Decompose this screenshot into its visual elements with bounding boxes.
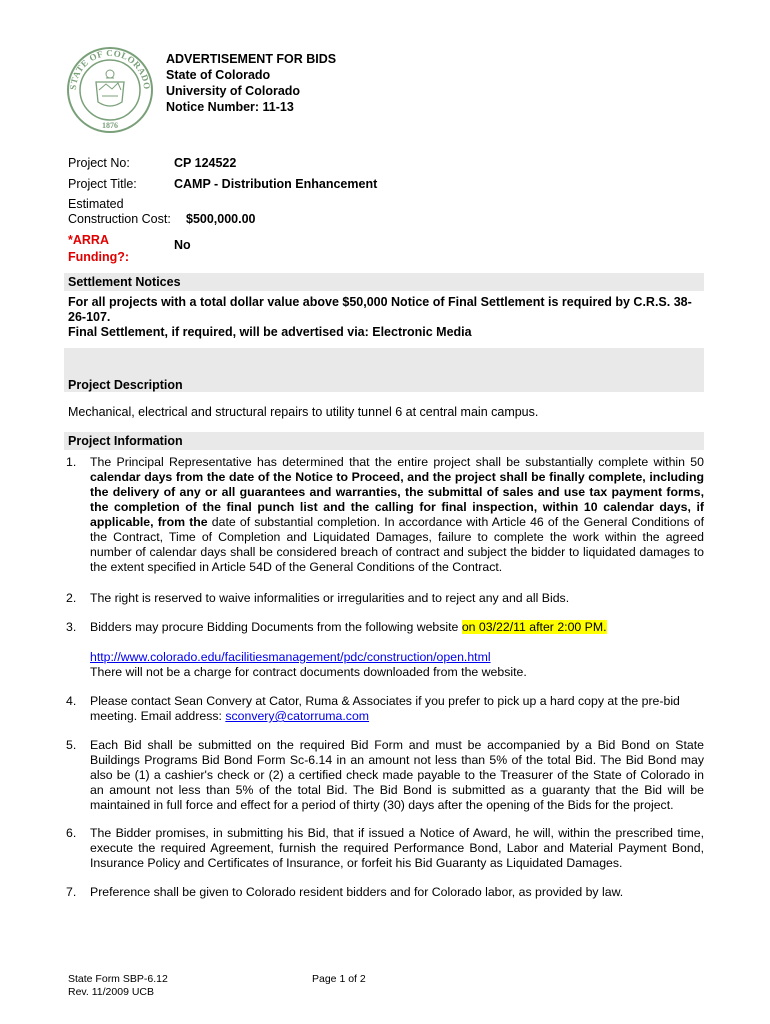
- list-item-number: 1.: [66, 455, 77, 469]
- list-item-number: 4.: [66, 694, 77, 708]
- cost-value: $500,000.00: [186, 212, 256, 226]
- arra-label-line2: Funding?:: [68, 250, 130, 264]
- settlement-line2: 26-107.: [68, 310, 111, 324]
- list-item: [66, 455, 704, 575]
- footer-page-number: Page 1 of 2: [312, 973, 366, 985]
- project-no-label: Project No:: [68, 156, 130, 170]
- project-title-value: CAMP - Distribution Enhancement: [174, 177, 378, 191]
- item6-text: The Bidder promises, in submitting his Bid, that if issued a Notice of Award, he will, within the prescribed time, execute the required Agreement, furnish the required Performance Bond, Labor and Material Payment Bond, Insurance Policy and Certificates of Insurance, or forfeit his Bid Guaranty as Liquidated Damages.: [90, 826, 704, 870]
- list-item-number: 7.: [66, 885, 77, 899]
- list-item: [66, 694, 704, 724]
- list-item-number: 6.: [66, 826, 77, 840]
- footer-form-info: [68, 973, 168, 999]
- state-seal: [66, 46, 154, 134]
- item7-text: Preference shall be given to Colorado resident bidders and for Colorado labor, as provided by law.: [90, 885, 624, 899]
- list-item: [66, 885, 704, 900]
- header-university: University of Colorado: [166, 84, 301, 98]
- documents-website-link[interactable]: http://www.colorado.edu/facilitiesmanagement/pdc/construction/open.html: [90, 650, 491, 664]
- header-notice-number: Notice Number: 11-13: [166, 100, 294, 114]
- notice-header: [166, 51, 336, 115]
- description-text: Mechanical, electrical and structural repairs to utility tunnel 6 at central main campus.: [68, 405, 539, 419]
- list-item: [66, 591, 704, 606]
- footer-revision: Rev. 11/2009 UCB: [68, 986, 154, 998]
- arra-label: [68, 232, 129, 266]
- contact-email-link[interactable]: sconvery@catorruma.com: [225, 709, 370, 723]
- item2-text: The right is reserved to waive informalities or irregularities and to reject any and all Bids.: [90, 591, 570, 605]
- item3-details: [66, 650, 704, 680]
- seal-year: 1876: [102, 121, 118, 130]
- cost-label-line1: Estimated: [68, 197, 124, 211]
- item1-part3: date of substantial completion. In accordance with Article 46 of the General Conditions of the Contract, Time of Completion and Liquidated Damages, failure to complete the work within the agreed number of calendar days shall be considered breach of contract and subject the bidder to liquidated damages to the extent specified in Article 54D of the General Conditions of the Contract.: [90, 515, 704, 574]
- settlement-line3: Final Settlement, if required, will be advertised via: Electronic Media: [68, 325, 472, 339]
- project-title-label: Project Title:: [68, 177, 137, 191]
- seal-top-text: STATE OF COLORADO: [67, 47, 153, 91]
- footer-form-number: State Form SBP-6.12: [68, 973, 168, 985]
- item1-part2: calendar days from the date of the Notice to Proceed, and the project shall be finally complete, including the delivery of any or all guarantees and warranties, the submittal of sales and use tax payment forms, the completion of the final punch list and the calling for final inspection, within 10 calendar days, if applicable, from the: [90, 470, 704, 529]
- item3-text: Bidders may procure Bidding Documents from the following website: [90, 620, 459, 634]
- list-item-number: 3.: [66, 620, 77, 634]
- description-title: Project Description: [68, 378, 183, 392]
- item3-note: There will not be a charge for contract documents downloaded from the website.: [90, 665, 527, 679]
- item1-part1: The Principal Representative has determined that the entire project shall be substantially complete within 50: [90, 455, 704, 469]
- list-item: [66, 620, 704, 635]
- item4-text: Please contact Sean Convery at Cator, Ruma & Associates if you prefer to pick up a hard copy at the pre-bid meeting. Email address:: [90, 694, 680, 723]
- item3-highlight: on 03/22/11 after 2:00 PM.: [461, 620, 607, 634]
- list-item: [66, 826, 704, 871]
- settlement-line1: For all projects with a total dollar value above $50,000 Notice of Final Settlement is required by C.R.S. 38-: [68, 295, 692, 309]
- project-no-value: CP 124522: [174, 156, 237, 170]
- information-title: Project Information: [68, 434, 183, 448]
- list-item-number: 2.: [66, 591, 77, 605]
- arra-label-line1: *ARRA: [68, 233, 109, 247]
- header-title: ADVERTISEMENT FOR BIDS: [166, 52, 337, 66]
- arra-value: No: [174, 238, 191, 252]
- settlement-title: Settlement Notices: [68, 275, 181, 289]
- header-state: State of Colorado: [166, 68, 271, 82]
- list-item-number: 5.: [66, 738, 77, 752]
- cost-label-line2: Construction Cost:: [68, 212, 171, 226]
- item5-text: Each Bid shall be submitted on the required Bid Form and must be accompanied by a Bid Bond on State Buildings Programs Bid Bond Form Sc-6.14 in an amount not less than 5% of the total Bid. The Bid Bond may also be (1) a cashier's check or (2) a certified check made payable to the Treasurer of the State of Colorado in an amount not less than 5% of the total Bid. The Bid Bond is submitted as a guaranty that the Bid will be maintained in full force and effect for a period of thirty (30) days after the opening of the Bids for the project.: [90, 738, 704, 812]
- list-item: [66, 738, 704, 813]
- settlement-text: [68, 295, 702, 340]
